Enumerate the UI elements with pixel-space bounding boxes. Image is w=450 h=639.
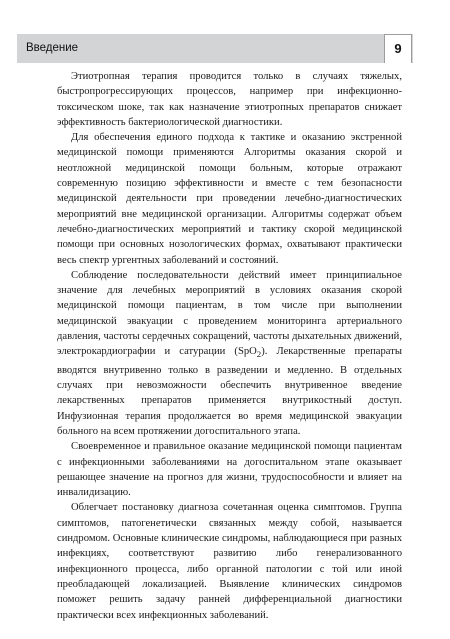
paragraph-timely-care: Своевременное и правильное оказание медицинской помощи пациентам с инфекционными заболеваниями на догоспитальном этапе оказывает решающее значение на прогноз для жизни, трудоспособности и влияет на инвалидизацию. xyxy=(57,441,402,499)
section-title: Введение xyxy=(26,42,79,54)
page-number-box xyxy=(384,34,412,63)
body-text xyxy=(57,69,402,623)
page-number: 9 xyxy=(394,41,402,56)
paragraph-syndromes: Облегчает постановку диагноза сочетанная оценка симптомов. Группа симптомов, патогенетически связанных между собой, называется синдромом. Основные клинические синдромы, наблюдающиеся при разных инфекциях, соответствуют развитию либо генерализованного инфекционного процесса, либо органной патологии с той или иной преобладающей локализацией. Выявление клинических синдромов поможет решить задачу ранней дифференциальной диагностики практически всех инфекционных заболеваний. xyxy=(57,502,402,621)
paragraph-etiotropic: Этиотропная терапия проводится только в случаях тяжелых, быстропрогрессирующих процессов, например при инфекционно-токсическом шоке, так как назначение этиотропных препаратов снижает эффективность бактериологической диагностики. xyxy=(57,71,402,128)
paragraph-sequence-part1: Соблюдение последовательности действий имеет принципиальное значение для лечебных мероприятий в условиях оказания скорой медицинской помощи пациентам, в том числе при выполнении медицинской эвакуации с проведением мониторинга артериального давления, частоты сердечных сокращений, частоты дыхательных движений, электрокардиографии и сатурации (SpO xyxy=(57,269,402,358)
spo2-subscript: 2 xyxy=(256,349,262,360)
paragraph-sequence-part2: ). Лекарственные препараты вводятся внутривенно только в разведении и медленно. В отдельных случаях при невозможности обеспечить внутривенное введение лекарственных препаратов применяется внутрикостный доступ. Инфузионная терапия продолжается во время медицинской эвакуации больного на всем протяжении догоспитального этапа. xyxy=(57,346,402,437)
running-header xyxy=(17,34,413,63)
paragraph-sequence xyxy=(57,268,402,439)
paragraph-algorithms: Для обеспечения единого подхода к тактике и оказанию экстренной медицинской помощи применяются Алгоритмы оказания скорой и неотложной медицинской помощи больным, которые отражают современную позицию эффективности и вместе с тем безопасности медицинской деятельности при проведении лечебно-диагностических мероприятий вне медицинской организации. Алгоритмы содержат объем лечебно-диагностических мероприятий и тактику скорой медицинской помощи при основных нозологических формах, охватывают практически весь спектр ургентных заболеваний и состояний. xyxy=(57,132,402,266)
